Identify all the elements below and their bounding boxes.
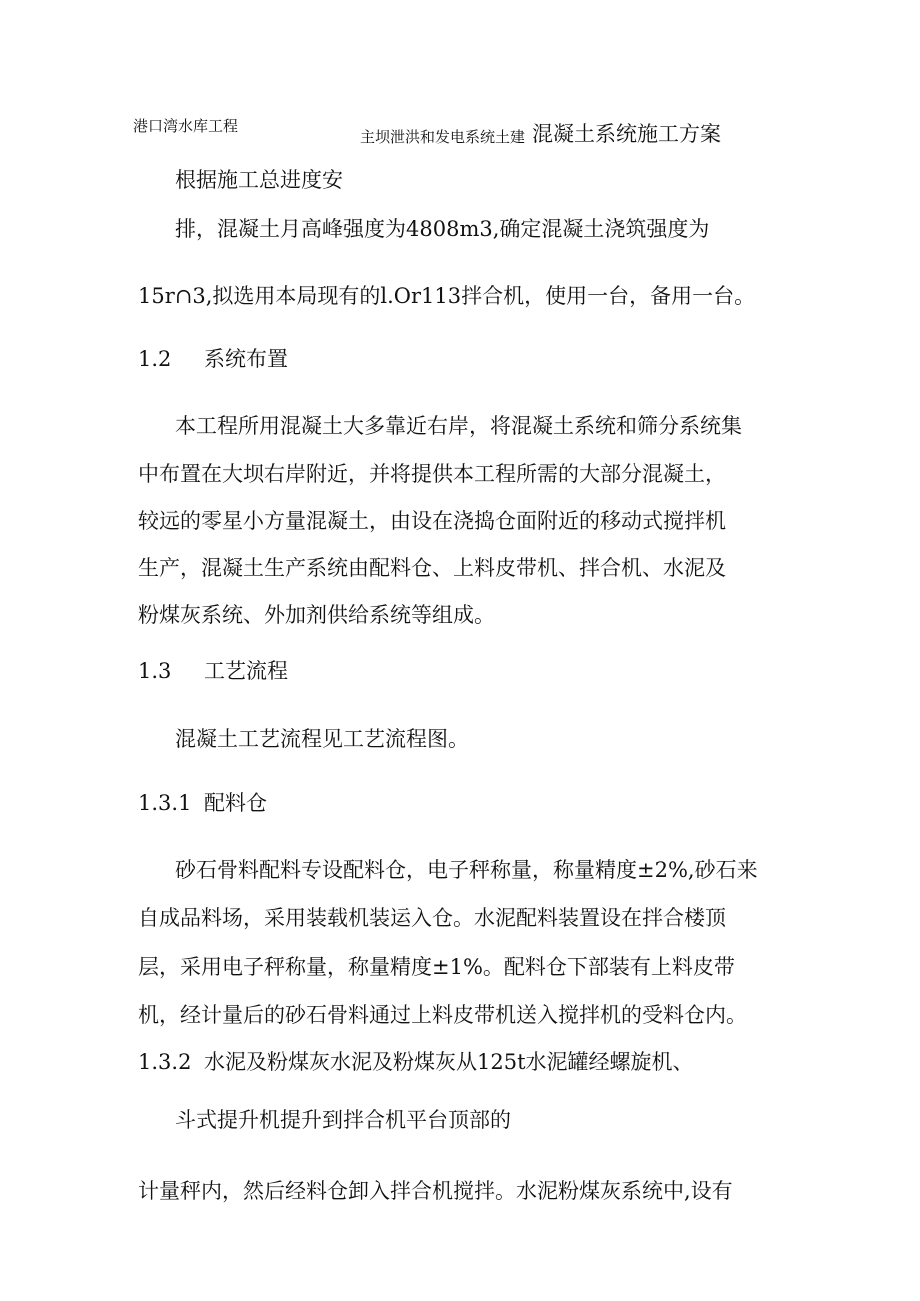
paragraph-line: 斗式提升机提升到拌合机平台顶部的 xyxy=(175,1108,511,1132)
paragraph-line: 15r∩3,拟选用本局现有的l.Or113拌合机，使用一台，备用一台。 xyxy=(138,284,756,308)
paragraph-line: 机，经计量后的砂石骨料通过上料皮带机送入搅拌机的受料仓内。 xyxy=(138,1003,747,1027)
section-title: 水泥及粉煤灰水泥及粉煤灰从125t水泥罐经螺旋机、 xyxy=(204,1050,694,1074)
section-number: 1.3.1 xyxy=(138,791,192,815)
section-heading-1-3 xyxy=(138,661,288,682)
paragraph-line: 根据施工总进度安 xyxy=(175,168,343,192)
section-title: 系统布置 xyxy=(204,347,288,371)
section-heading-1-3-2 xyxy=(138,1052,694,1073)
section-number: 1.3 xyxy=(138,659,172,683)
section-heading-1-2 xyxy=(138,349,288,370)
paragraph-line: 计量秤内，然后经料仓卸入拌合机搅拌。水泥粉煤灰系统中,设有 xyxy=(138,1179,733,1203)
paragraph-line: 混凝土工艺流程见工艺流程图。 xyxy=(175,727,469,751)
paragraph-line: 排，混凝土月高峰强度为4808m3,确定混凝土浇筑强度为 xyxy=(175,217,710,241)
paragraph-line: 砂石骨料配料专设配料仓，电子秤称量，称量精度±2%,砂石来 xyxy=(175,858,758,882)
section-heading-1-3-1 xyxy=(138,793,267,814)
section-number: 1.2 xyxy=(138,347,172,371)
paragraph-line: 粉煤灰系统、外加剂供给系统等组成。 xyxy=(138,603,495,627)
paragraph-line: 自成品料场，采用装载机装运入仓。水泥配料装置设在拌合楼顶 xyxy=(138,906,726,930)
header-project-name: 港口湾水库工程 xyxy=(133,117,239,135)
paragraph-line: 生产，混凝土生产系统由配料仓、上料皮带机、拌合机、水泥及 xyxy=(138,556,726,580)
section-number: 1.3.2 xyxy=(138,1050,192,1074)
paragraph-line: 中布置在大坝右岸附近，并将提供本工程所需的大部分混凝土， xyxy=(138,462,726,486)
header-subproject: 主坝泄洪和发电系统土建 xyxy=(360,128,526,146)
paragraph-line: 较远的零星小方量混凝土，由设在浇捣仓面附近的移动式搅拌机 xyxy=(138,509,726,533)
paragraph-line: 层，采用电子秤称量，称量精度±1%。配料仓下部装有上料皮带 xyxy=(138,955,735,979)
section-title: 配料仓 xyxy=(204,791,267,815)
paragraph-line: 本工程所用混凝土大多靠近右岸，将混凝土系统和筛分系统集 xyxy=(175,414,742,438)
header-document-title: 混凝土系统施工方案 xyxy=(532,122,721,146)
section-title: 工艺流程 xyxy=(204,659,288,683)
